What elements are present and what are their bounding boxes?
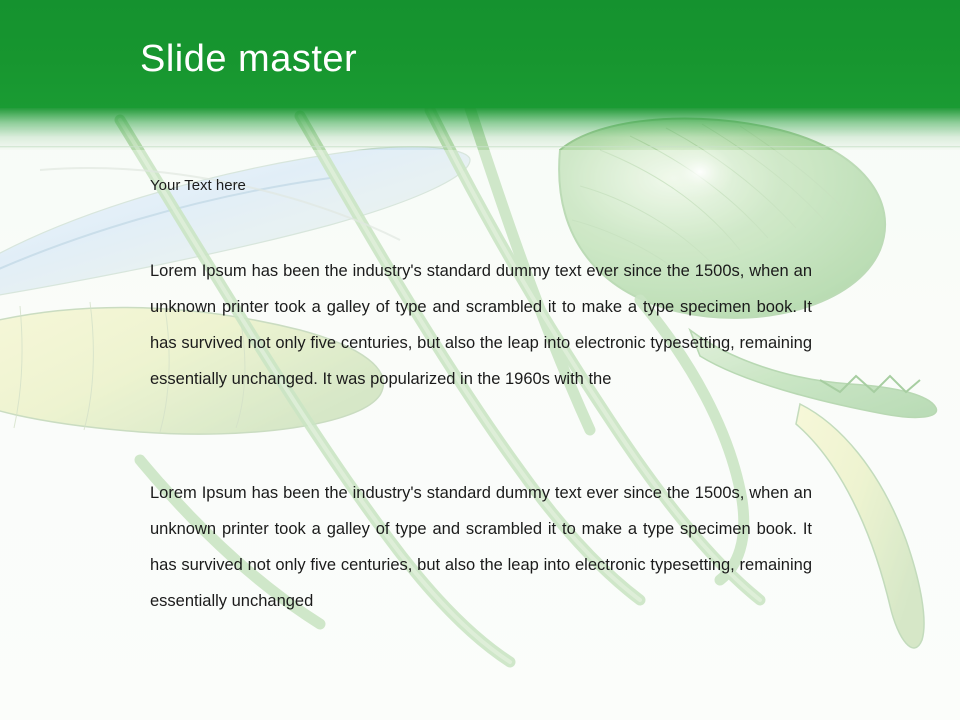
- body-paragraph-1[interactable]: Lorem Ipsum has been the industry's standard dummy text ever since the 1500s, when an unknown printer took a galley of type and scrambled it to make a type specimen book. It has survived not only five centuries, but also the leap into electronic typesetting, remaining essentially unchanged. It was popularized in the 1960s with the: [150, 262, 812, 388]
- body-paragraph-2[interactable]: Lorem Ipsum has been the industry's standard dummy text ever since the 1500s, when an unknown printer took a galley of type and scrambled it to make a type specimen book. It has survived not only five centuries, but also the leap into electronic typesetting, remaining essentially unchanged: [150, 484, 812, 610]
- text-placeholder[interactable]: Your Text here: [150, 177, 246, 194]
- page-title: Slide master: [140, 38, 358, 80]
